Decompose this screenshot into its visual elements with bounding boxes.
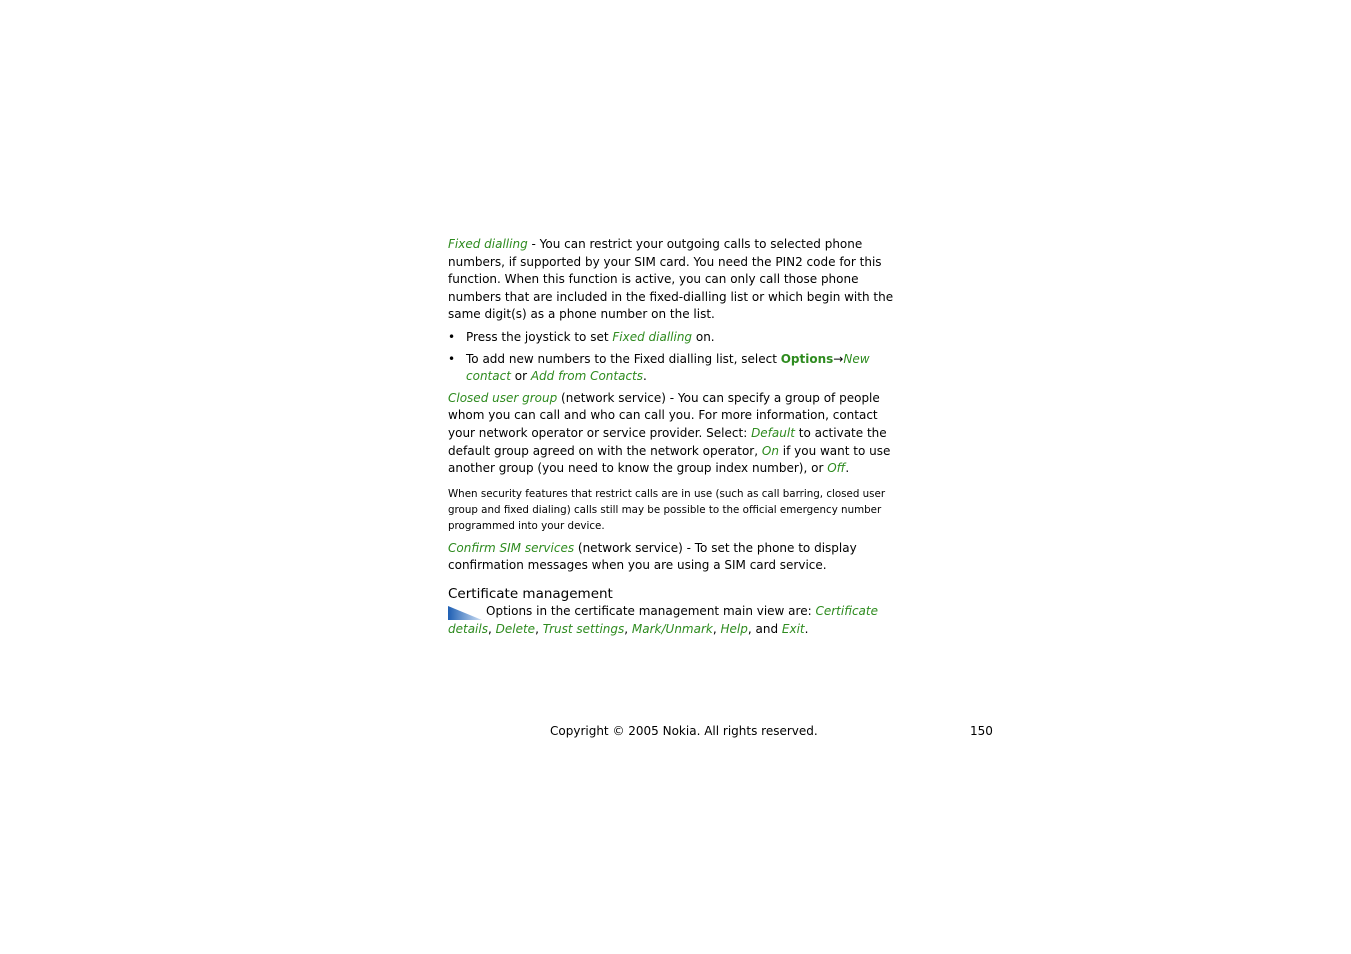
section-heading: Certificate management bbox=[448, 585, 613, 602]
default-option: Default bbox=[751, 425, 795, 440]
delete-term: Delete bbox=[495, 621, 536, 636]
add-from-contacts-term: Add from Contacts bbox=[530, 369, 644, 384]
list-item: • To add new numbers to the Fixed dialling list, select Options→New contact or Add from Contacts. bbox=[448, 351, 870, 384]
closed-user-group-paragraph: Closed user group (network service) - You can specify a group of people whom you can call and who can call you. For more information, contact your network operator or service provider. Select: Default to activate the default group agreed on with the network operator, On if you want to use another group (you need to know the group index number), or Off. bbox=[448, 390, 891, 476]
page-content bbox=[448, 236, 904, 638]
confirm-sim-paragraph: Confirm SIM services (network service) - To set the phone to display confirmation messages when you are using a SIM card service. bbox=[448, 540, 857, 573]
help-term: Help bbox=[720, 621, 748, 636]
bullet-marker: • bbox=[448, 351, 456, 366]
emergency-note: When security features that restrict calls are in use (such as call barring, closed user group and fixed dialing) calls still may be possible to the official emergency number programmed into your device. bbox=[448, 487, 886, 532]
closed-user-group-term: Closed user group bbox=[448, 390, 558, 405]
new-contact-term: New contact bbox=[466, 351, 870, 384]
off-option: Off bbox=[827, 461, 846, 476]
arrow-icon: → bbox=[833, 351, 844, 366]
options-term: Options bbox=[780, 351, 834, 366]
page-number: 150 bbox=[970, 724, 993, 738]
copyright-notice: Copyright © 2005 Nokia. All rights reserved. bbox=[550, 724, 818, 738]
fixed-dialling-term: Fixed dialling bbox=[448, 237, 528, 251]
tip-paragraph: Options in the certificate management main view are: Certificate details, Delete, Trust settings, Mark/Unmark, Help, and Exit. bbox=[448, 603, 878, 636]
certificate-details-term: Certificate details bbox=[448, 603, 878, 636]
exit-term: Exit bbox=[781, 621, 805, 636]
confirm-sim-term: Confirm SIM services bbox=[448, 540, 575, 555]
list-item: • Press the joystick to set Fixed dialling on. bbox=[448, 329, 904, 347]
on-option: On bbox=[761, 443, 779, 458]
fixed-dialling-term: Fixed dialling bbox=[612, 329, 693, 344]
mark-unmark-term: Mark/Unmark bbox=[631, 621, 713, 636]
bullet-marker: • bbox=[448, 329, 456, 344]
fixed-dialling-steps bbox=[448, 329, 904, 386]
fixed-dialling-paragraph bbox=[448, 236, 904, 324]
trust-settings-term: Trust settings bbox=[542, 621, 625, 636]
tip-triangle-icon bbox=[448, 606, 482, 620]
fixed-dialling-text: - You can restrict your outgoing calls to selected phone numbers, if supported by your SIM card. You need the PIN2 code for this function. When this function is active, you can only call those phone numbers that are included in the fixed-dialling list or which begin with the same digit(s) as a phone number on the list. bbox=[448, 237, 894, 322]
